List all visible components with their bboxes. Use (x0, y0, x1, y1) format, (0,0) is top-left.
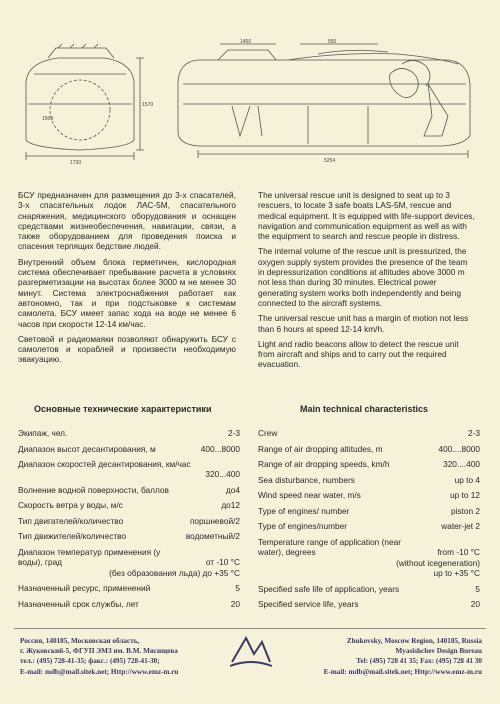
en-description (258, 190, 476, 375)
spec-value: water-jet 2 (441, 521, 480, 531)
spec-label: Specified service life, years (258, 599, 359, 609)
ru-description (18, 190, 236, 370)
spec-note: up to +35 °C (433, 568, 480, 578)
spec-row (258, 537, 480, 579)
address-line: Zhukovsky, Moscow Region, 140185, Russia (346, 637, 482, 645)
spec-value: up to 12 (450, 490, 480, 500)
spec-value: 20 (470, 599, 480, 609)
spec-value: 20 (230, 598, 240, 609)
spec-note: (без образования льда) до +35 °С (109, 567, 240, 578)
spec-label: Specified safe life of application, years (258, 583, 400, 594)
spec-value: up to 4 (454, 474, 480, 485)
en-specs-title: Main technical characteristics (300, 404, 429, 414)
spec-value: от -10 °С (205, 556, 240, 567)
spec-label: Экипаж, чел. (18, 428, 68, 438)
spec-value: 400...8000 (200, 443, 240, 454)
address-line: Myasishchev Design Bureau (395, 647, 482, 656)
en-paragraph: The internal volume of the rescue unit is pressurized, the oxygen supply system provides the presence of the team in depressurization conditions at altitudes above 3000 m not less than during 30 minutes. Electrical power generating system works both independently and being connected to the aircraft systems. (258, 246, 468, 308)
spec-label: Назначенный ресурс, применений (18, 583, 151, 593)
spec-value: 5 (475, 583, 480, 594)
spec-label: Range of air dropping speeds, km/h (258, 459, 390, 469)
spec-label: Range of air dropping altitudes, m (258, 443, 383, 454)
dim-label: 550 (328, 39, 337, 45)
spec-row (258, 444, 480, 455)
spec-row (258, 475, 480, 486)
spec-label: Type of engines/ number (258, 505, 350, 516)
front-view (26, 44, 144, 160)
spec-label: Назначенный срок службы, лет (18, 598, 139, 609)
dim-label: 5254 (324, 158, 336, 164)
address-line: Tel: (495) 728 41 35; Fax: (495) 728 41 30 (356, 657, 482, 666)
side-view (178, 44, 470, 158)
ru-specs-title: Основные технические характеристики (34, 404, 212, 414)
address-line: тел.: (495) 728-41-35; факс.: (495) 728-41-30; (20, 657, 160, 666)
spec-label: Волнение водной поверхности, баллов (18, 484, 169, 495)
spec-row (18, 583, 240, 594)
spec-row (258, 584, 480, 595)
dim-label: 1730 (70, 160, 82, 166)
en-paragraph: Light and radio beacons allow to detect the rescue unit from aircraft and ships and to carry out the required evacuation. (258, 338, 459, 370)
spec-row (258, 521, 480, 532)
spec-value: водометный/2 (185, 531, 240, 541)
spec-label: Тип двигателей/количество (18, 515, 124, 526)
spec-label: Sea disturbance, numbers (258, 474, 355, 485)
emz-logo-icon (226, 632, 276, 676)
footer-address-en (324, 636, 482, 677)
spec-label: Диапазон скоростей десантирования, км/час (18, 459, 191, 469)
spec-row (18, 547, 240, 579)
spec-value: 400....8000 (438, 443, 480, 454)
spec-label: Type of engines/number (258, 521, 348, 531)
spec-row (258, 459, 480, 470)
spec-row (18, 599, 240, 610)
spec-value: поршневой/2 (189, 515, 240, 526)
spec-row (258, 599, 480, 610)
spec-row (18, 459, 240, 480)
ru-paragraph: БСУ предназначен для размещения до 3-х спасателей, 3-х спасательных лодок ЛАС-5М, спасательного снаряжения, медицинского оборудования и оснащен средствами жизнеобеспечения, навигации, связи, а также оборудованием для проведения поиска и спасения терпящих бедствие людей. (18, 190, 236, 252)
spec-note: (without icegeneration) (396, 557, 480, 568)
spec-value: 2-3 (468, 428, 480, 438)
spec-row (18, 428, 240, 439)
spec-row (258, 428, 480, 439)
address-line: E-mail: mdb@mail.sitek.net; Http://www.emz-m.ru (20, 667, 179, 676)
spec-value: 320....400 (443, 459, 480, 469)
spec-row (18, 531, 240, 542)
spec-value: piston 2 (450, 505, 480, 516)
en-specs-table (258, 428, 480, 615)
en-paragraph: The universal rescue unit has a margin of motion not less than 6 hours at speed 12-14 km/h. (258, 313, 469, 334)
spec-value: до12 (221, 500, 240, 510)
spec-value: 5 (235, 583, 240, 593)
spec-value: 320...400 (205, 469, 240, 479)
dim-label: 1450 (240, 39, 252, 45)
address-line: E-mail: mdb@mail.sitek.net; Http://www.emz-m.ru (323, 667, 482, 676)
spec-row (258, 506, 480, 517)
ru-specs-table (18, 428, 240, 614)
spec-label: Crew (258, 428, 278, 438)
spec-label: Wind speed near water, m/s (258, 490, 361, 500)
ru-paragraph: Внутренний объем блока герметичен, кислородная система обеспечивает пребывание расчета в условиях разгерметизации на высотах более 3000 м не менее 30 минут. Система электроснабжения работает как автономно, так и при подстыковке к системам самолета. БСУ имеет запас хода на воде не менее 6 часов при скорости 12-14 км/час. (18, 256, 236, 329)
spec-label: Скорость ветра у воды, м/с (18, 500, 123, 510)
spec-label: Диапазон высот десантирования, м (18, 443, 156, 454)
footer-address-ru (20, 636, 178, 677)
spec-row (18, 485, 240, 496)
en-paragraph: The universal rescue unit is designed to seat up to 3 rescuers, to locate 3 safe boats LAS-5M, rescue and medical equipment. It is equipped with life-support devices, navigation and communication equipment as well as with the equipment to search and rescue people in distress. (258, 190, 475, 242)
footer-divider (14, 628, 486, 629)
spec-label: Temperature range of application (near water), degrees (258, 536, 401, 557)
spec-row (258, 490, 480, 501)
technical-drawing (18, 39, 482, 174)
spec-value: до4 (225, 484, 240, 495)
dim-label: 1570 (142, 102, 154, 108)
spec-row (18, 516, 240, 527)
address-line: Россия, 140185, Московская область, (20, 637, 140, 645)
spec-value: from -10 °C (437, 546, 480, 557)
spec-label: Диапазон температур применения (у воды), град (18, 546, 161, 567)
dim-label: 1500 (42, 116, 54, 122)
ru-paragraph: Световой и радиомаяки позволяют обнаружить БСУ с самолетов и кораблей и произвести необходимую эвакуацию. (18, 333, 236, 365)
address-line: г. Жуковский-5, ФГУП ЭМЗ им. В.М. Мясищева (20, 647, 178, 656)
spec-row (18, 500, 240, 511)
spec-row (18, 444, 240, 455)
spec-label: Тип движителей/количество (18, 531, 127, 541)
spec-value: 2-3 (228, 428, 240, 438)
